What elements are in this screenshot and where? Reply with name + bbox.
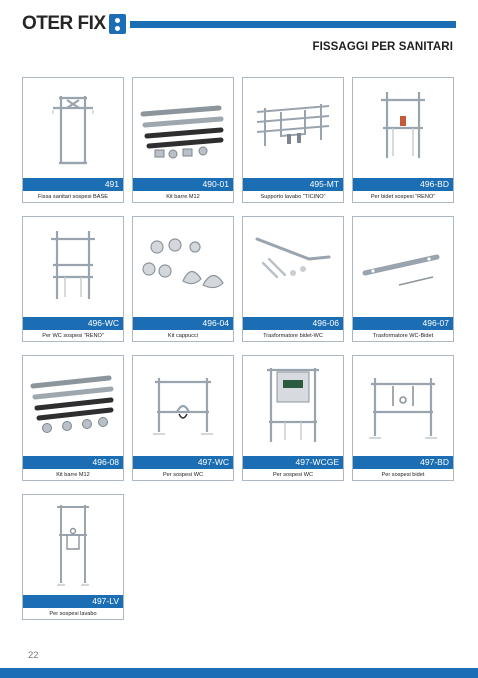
product-card-496-08[interactable]	[22, 355, 124, 481]
product-card-497-wcge[interactable]	[242, 355, 344, 481]
product-card-496-04[interactable]	[132, 216, 234, 342]
wc-frame-cistern-icon	[243, 356, 343, 456]
threaded-rods-kit-icon	[23, 356, 123, 456]
product-code: 497-WC	[197, 457, 229, 467]
product-description: Trasformatore bidet-WC	[263, 333, 323, 339]
product-code: 496-BD	[420, 179, 449, 189]
brand-logo	[22, 13, 126, 35]
product-card-496-06[interactable]	[242, 216, 344, 342]
product-description: Per sospesi WC	[162, 472, 204, 478]
product-code-bar	[23, 317, 123, 330]
product-code: 496-06	[312, 318, 339, 328]
product-card-491[interactable]	[22, 77, 124, 203]
wc-frame-icon	[23, 217, 123, 317]
product-code-bar	[23, 456, 123, 469]
product-code: 497-WCGE	[295, 457, 339, 467]
product-code-bar	[353, 456, 453, 469]
caps-kit-icon	[133, 217, 233, 317]
washbasin-frame-icon	[23, 495, 123, 595]
product-description: Trasformatore WC-Bidet	[372, 333, 434, 339]
header-accent-bar	[130, 21, 456, 28]
wc-frame-icon	[133, 356, 233, 456]
product-code: 496-07	[422, 318, 449, 328]
product-code: 496-08	[92, 457, 119, 467]
product-card-495-mt[interactable]	[242, 77, 344, 203]
product-code-bar	[243, 178, 343, 191]
product-code-bar	[353, 317, 453, 330]
product-card-496-07[interactable]	[352, 216, 454, 342]
product-description: Per bidet sospesi “RENO”	[370, 194, 436, 200]
product-code: 490-01	[202, 179, 229, 189]
product-code-bar	[133, 456, 233, 469]
product-description: Per sospesi lavabo	[49, 611, 97, 617]
product-code: 496-04	[202, 318, 229, 328]
product-code-bar	[353, 178, 453, 191]
product-code-bar	[133, 317, 233, 330]
brand-name: OTER FIX	[22, 13, 106, 34]
bidet-frame-icon	[353, 356, 453, 456]
product-card-497-lv[interactable]	[22, 494, 124, 620]
product-description: Supporto lavabo “TICINO”	[260, 194, 326, 200]
page-title: FISSAGGI PER SANITARI	[312, 41, 453, 53]
product-code: 496-WC	[87, 318, 119, 328]
product-description: Kit cappucci	[167, 333, 199, 339]
product-code-bar	[133, 178, 233, 191]
wc-frame-base-icon	[23, 78, 123, 178]
product-description: Per sospesi bidet	[381, 472, 425, 478]
product-card-496-wc[interactable]	[22, 216, 124, 342]
washbasin-support-icon	[243, 78, 343, 178]
bidet-wc-converter-icon	[243, 217, 343, 317]
product-code: 497-LV	[92, 596, 119, 606]
bidet-frame-icon	[353, 78, 453, 178]
product-description: Per WC sospesi “RENO”	[42, 333, 104, 339]
product-code: 491	[104, 179, 119, 189]
footer-accent-bar	[0, 668, 478, 678]
product-description: Kit barre M12	[166, 194, 200, 200]
product-card-496-bd[interactable]	[352, 77, 454, 203]
product-code: 497-BD	[420, 457, 449, 467]
product-description: Per sospesi WC	[272, 472, 314, 478]
product-description: Fissa sanitari sospesi BASE	[38, 194, 108, 200]
product-code-bar	[23, 595, 123, 608]
product-code-bar	[243, 317, 343, 330]
wc-bidet-converter-icon	[353, 217, 453, 317]
product-card-497-bd[interactable]	[352, 355, 454, 481]
product-description: Kit barre M12	[56, 472, 90, 478]
product-code-bar	[243, 456, 343, 469]
brand-mark-icon	[109, 14, 126, 34]
threaded-rods-kit-icon	[133, 78, 233, 178]
product-code: 495-MT	[309, 179, 339, 189]
product-card-497-wc[interactable]	[132, 355, 234, 481]
product-code-bar	[23, 178, 123, 191]
product-card-490-01[interactable]	[132, 77, 234, 203]
page-number: 22	[28, 650, 39, 661]
